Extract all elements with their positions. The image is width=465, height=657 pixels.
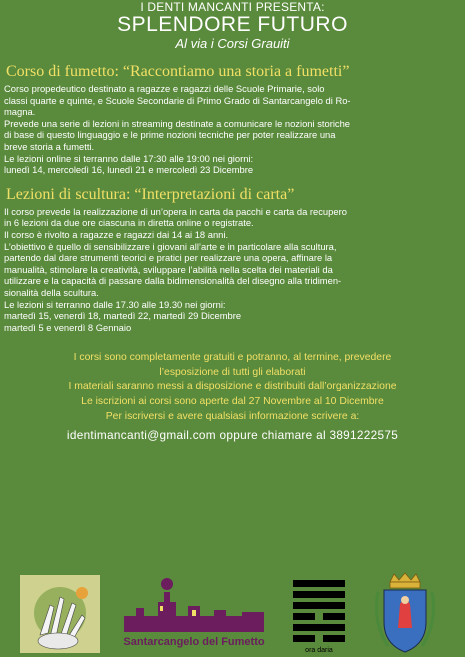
sculpture-course-body (4, 206, 461, 334)
santarcangelo-fumetto-logo (114, 572, 274, 652)
registration-dates: Le iscrizioni ai corsi sono aperte dal 27 Novembre al 10 Dicembre (81, 396, 384, 408)
castle-skyline-icon (114, 572, 274, 634)
sculpture-course-line: martedì 5 e venerdì 8 Gennaio (4, 321, 132, 333)
comic-course-line: breve storia a fumetti. (4, 140, 95, 152)
hexagram-icon (291, 578, 347, 644)
sculpture-course-section (0, 186, 465, 334)
poster-title: SPLENDORE FUTURO (117, 13, 348, 36)
sculpture-course-line: partendo dal dare strumenti teorici e pratici per realizzare una opera, affinare la (4, 252, 333, 264)
comic-course-line: Le lezioni online si terranno dalle 17:30 alle 19:00 nei giorni: (4, 152, 254, 164)
skeleton-hand-icon (20, 575, 100, 653)
sculpture-course-line: in 6 lezioni da due ore ciascuna in diretta online o registrate. (4, 217, 254, 229)
free-courses-note: I corsi sono completamente gratuiti e potranno, al termine, prevedere (73, 352, 392, 364)
comic-course-line: di base di questo linguaggio e le prime nozioni tecniche per poter realizzare una (4, 129, 336, 141)
denti-mancanti-logo (20, 575, 100, 653)
sponsor-logos (0, 568, 465, 657)
sculpture-course-line: utilizzare e la capacità di passare dalla bidimensionalità del disegno alla tridimen- (4, 275, 342, 287)
comic-course-body (4, 83, 461, 176)
info-block (0, 351, 465, 443)
comic-course-line: magna. (4, 106, 36, 118)
municipal-crest-logo (370, 572, 440, 656)
poster-header (0, 0, 465, 51)
comic-course-section (0, 63, 465, 176)
sculpture-course-line: manualità, stimolare la creatività, sviluppare l’abilità nella scelta dei materiali da (4, 263, 333, 275)
contact-email-phone: identimancanti@gmail.com oppure chiamare al 3891222575 (66, 428, 399, 443)
contact-intro: Per iscriversi e avere qualsiasi informazione scrivere a: (105, 410, 360, 422)
poster-subtitle: Al via i Corsi Grauiti (175, 36, 290, 51)
ora-daria-text: ora daria (305, 647, 333, 654)
sculpture-course-line: sionalità della scultura. (4, 286, 99, 298)
materials-note: I materiali saranno messi a disposizione e distribuiti dall’organizzazione (68, 381, 397, 393)
comic-course-title: Corso di fumetto: “Raccontiamo una storia a fumetti” (6, 63, 350, 80)
sculpture-course-line: Il corso prevede la realizzazione di un’opera in carta da pacchi e carta da recupero (4, 205, 347, 217)
ora-daria-logo (291, 578, 347, 654)
comic-course-line: classi quarte e quinte, e Scuole Secondarie di Primo Grado di Santarcangelo di Ro- (4, 94, 351, 106)
sculpture-course-title: Lezioni di scultura: “Interpretazioni di carta” (6, 185, 295, 203)
sculpture-course-line: Il corso è rivolto a ragazze e ragazzi dai 14 ai 18 anni. (4, 228, 229, 240)
presenter-line: I DENTI MANCANTI PRESENTA: (140, 0, 325, 14)
exhibition-note: l’esposizione di tutti gli elaborati (159, 366, 306, 378)
comic-course-line: Corso propedeutico destinato a ragazze e ragazzi delle Scuole Primarie, solo (4, 83, 325, 94)
comic-course-line: Prevede una serie di lezioni in streaming destinate a comunicare le nozioni storiche (4, 117, 351, 129)
sculpture-course-line: L’obiettivo è quello di sensibilizzare i giovani all’arte e in particolare alla scultura, (4, 240, 337, 252)
sculpture-course-line: Le lezioni si terranno dalle 17.30 alle 19.30 nei giorni: (4, 298, 226, 310)
comic-course-line: lunedì 14, mercoledì 16, lunedì 21 e mercoledì 23 Dicembre (4, 164, 254, 176)
sculpture-course-line: martedì 15, venerdì 18, martedì 22, martedì 29 Dicembre (4, 310, 242, 322)
santarcangelo-fumetto-text: Santarcangelo del Fumetto (123, 636, 265, 648)
coat-of-arms-icon (370, 572, 440, 656)
